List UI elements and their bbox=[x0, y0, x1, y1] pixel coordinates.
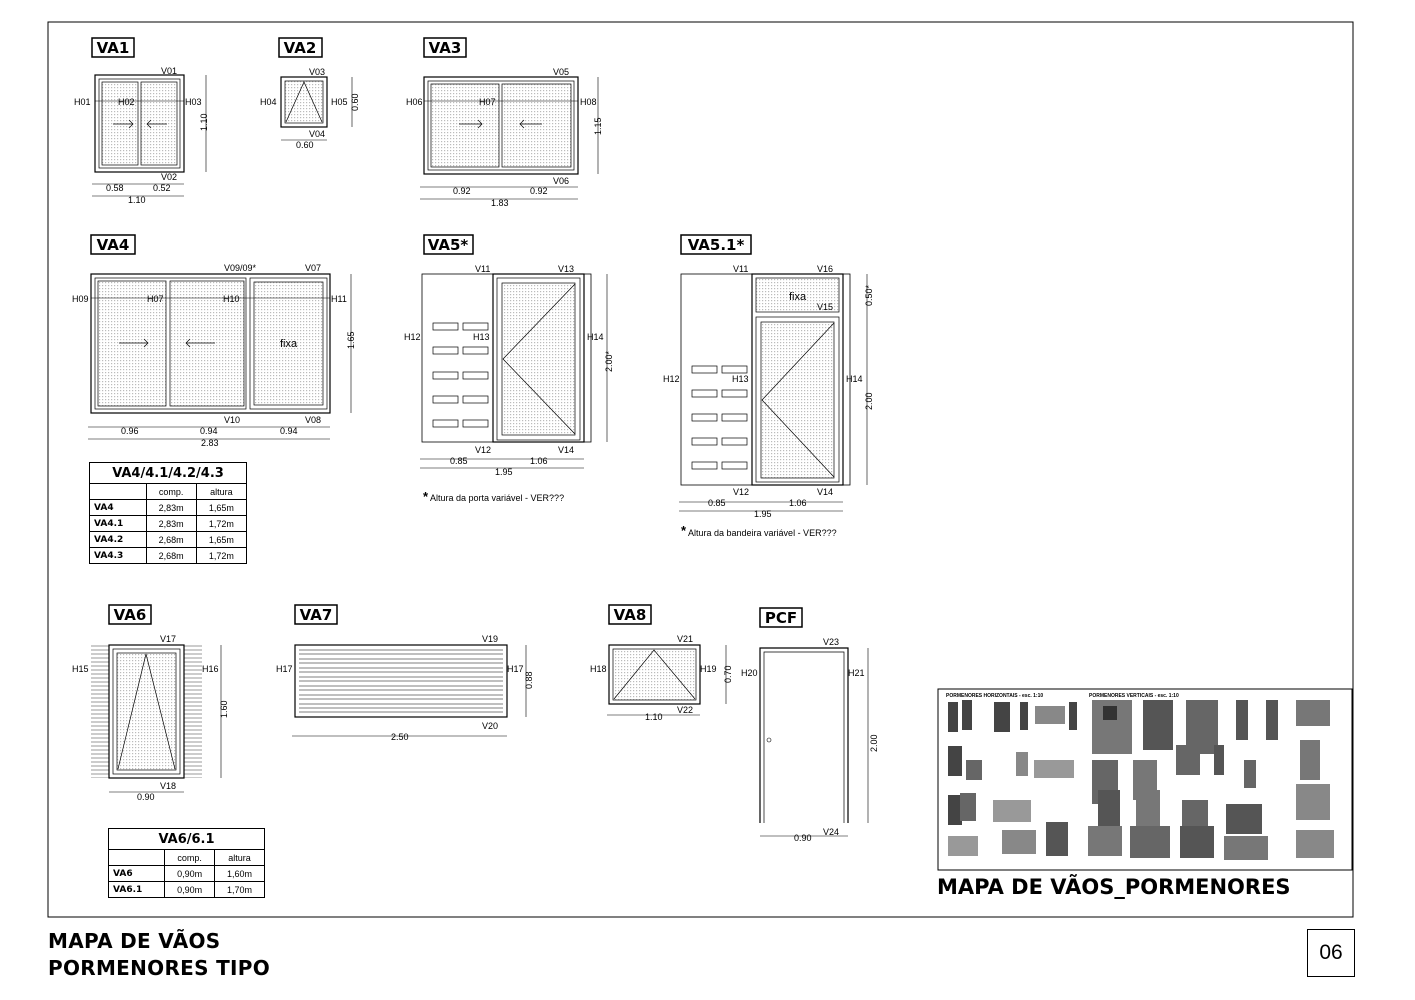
label-units-va1-labels-1: V02 bbox=[161, 172, 178, 182]
label-units-va51-labels-7: H14 bbox=[846, 374, 863, 384]
unit-va1 bbox=[74, 38, 209, 205]
label-table_va6-rows-0-name: VA6 bbox=[109, 866, 165, 882]
label-units-va51-labels-4: V14 bbox=[817, 487, 834, 497]
label-table_va6-headers-1: altura bbox=[215, 850, 265, 866]
label-units-va4-dims-0: 0.96 bbox=[121, 426, 139, 436]
label-units-va4-labels-4: H09 bbox=[72, 294, 89, 304]
pormenores-thumbnail bbox=[938, 689, 1352, 870]
label-sheet-thumbnail_header_v: PORMENORES VERTICAIS - esc. 1:10 bbox=[1089, 693, 1179, 699]
label-units-va6-labels-2: H15 bbox=[72, 664, 89, 674]
label-units-va4-fixed: fixa bbox=[280, 338, 298, 350]
label-units-va4-dims-2: 0.94 bbox=[280, 426, 298, 436]
label-units-va51-fixed: fixa bbox=[789, 291, 807, 303]
label-units-va7-labels-2: H17 bbox=[276, 664, 293, 674]
label-table_va4-rows-3-name: VA4.3 bbox=[90, 548, 147, 564]
label-units-va4-dims-3: 2.83 bbox=[201, 438, 219, 448]
sheet-title-line1: MAPA DE VÃOS bbox=[48, 929, 221, 953]
label-units-va1-labels-3: H02 bbox=[118, 97, 135, 107]
label-units-pcf-labels-1: V24 bbox=[823, 827, 840, 837]
va5-note: Altura da porta variável - VER??? bbox=[430, 493, 565, 503]
sheet-title-line2: PORMENORES TIPO bbox=[48, 956, 271, 980]
label-units-va5-dims-3: 2.00* bbox=[604, 350, 614, 372]
table-row bbox=[90, 548, 247, 564]
label-units-va4-labels-7: H11 bbox=[331, 294, 347, 304]
unit-va6 bbox=[72, 605, 229, 802]
label-table_va4-title: VA4/4.1/4.2/4.3 bbox=[90, 463, 247, 484]
label-table_va4-rows-1-altura: 1,72m bbox=[196, 516, 246, 532]
label-units-va8-title: VA8 bbox=[613, 606, 647, 624]
svg-text:*: * bbox=[423, 489, 429, 504]
label-units-va6-title: VA6 bbox=[113, 606, 147, 624]
label-table_va4-headers-1: altura bbox=[196, 484, 246, 500]
label-units-pcf-dims-0: 0.90 bbox=[794, 833, 812, 843]
label-units-va1-dims-3: 1.10 bbox=[199, 113, 209, 131]
label-units-va5-title: VA5* bbox=[427, 236, 469, 254]
label-units-va2-dims-1: 0.60 bbox=[350, 93, 360, 111]
label-units-va2-labels-1: V04 bbox=[309, 129, 326, 139]
table-row bbox=[90, 532, 247, 548]
unit-va2 bbox=[260, 38, 360, 150]
label-units-va5-labels-5: H13 bbox=[473, 332, 490, 342]
label-units-va5-labels-6: H14 bbox=[587, 332, 604, 342]
label-table_va4-rows-3-altura: 1,72m bbox=[196, 548, 246, 564]
label-units-va2-labels-3: H05 bbox=[331, 97, 348, 107]
label-units-va3-dims-2: 1.83 bbox=[491, 198, 509, 208]
label-units-pcf-labels-0: V23 bbox=[823, 637, 840, 647]
label-units-va1-dims-1: 0.52 bbox=[153, 183, 171, 193]
label-units-va5-dims-2: 1.95 bbox=[495, 467, 513, 477]
label-units-va8-labels-0: V21 bbox=[677, 634, 694, 644]
label-units-va5-labels-4: H12 bbox=[404, 332, 421, 342]
label-units-va8-labels-1: V22 bbox=[677, 705, 694, 715]
label-units-va2-title: VA2 bbox=[283, 39, 317, 57]
label-table_va4-rows-0-altura: 1,65m bbox=[196, 500, 246, 516]
label-units-va51-labels-2: V15 bbox=[817, 302, 834, 312]
label-table_va6-rows-1-comp: 0,90m bbox=[165, 882, 215, 898]
unit-va8 bbox=[590, 605, 733, 722]
label-units-va7-labels-0: V19 bbox=[482, 634, 499, 644]
label-table_va4-rows-2-altura: 1,65m bbox=[196, 532, 246, 548]
label-units-va5-dims-0: 0.85 bbox=[450, 456, 468, 466]
label-table_va6-rows-0-comp: 0,90m bbox=[165, 866, 215, 882]
label-units-va3-title: VA3 bbox=[428, 39, 462, 57]
unit-pcf bbox=[741, 608, 879, 843]
label-units-pcf-labels-2: H20 bbox=[741, 668, 758, 678]
label-units-va1-labels-2: H01 bbox=[74, 97, 91, 107]
label-units-va4-labels-6: H10 bbox=[223, 294, 240, 304]
unit-va5 bbox=[404, 235, 614, 477]
label-table_va4-rows-3-comp: 2,68m bbox=[146, 548, 196, 564]
label-units-va5-labels-0: V11 bbox=[475, 264, 491, 274]
label-units-va1-dims-2: 1.10 bbox=[128, 195, 146, 205]
label-units-va3-labels-2: H06 bbox=[406, 97, 423, 107]
label-table_va4-headers-0: comp. bbox=[146, 484, 196, 500]
label-units-va5-labels-3: V14 bbox=[558, 445, 575, 455]
table-row bbox=[109, 866, 265, 882]
label-units-va51-dims-4: 2.00 bbox=[864, 392, 874, 410]
label-units-va3-dims-0: 0.92 bbox=[453, 186, 471, 196]
label-units-va4-dims-1: 0.94 bbox=[200, 426, 218, 436]
unit-va3 bbox=[406, 38, 603, 208]
label-units-va4-labels-1: V07 bbox=[305, 263, 322, 273]
label-units-va5-labels-2: V12 bbox=[475, 445, 492, 455]
table-va4 bbox=[89, 462, 247, 564]
label-units-va1-labels-0: V01 bbox=[161, 66, 178, 76]
label-units-va3-labels-4: H08 bbox=[580, 97, 597, 107]
label-units-va7-labels-1: V20 bbox=[482, 721, 499, 731]
label-units-pcf-title: PCF bbox=[764, 609, 798, 627]
title: VA1 bbox=[96, 39, 130, 57]
label-units-va3-labels-0: V05 bbox=[553, 67, 570, 77]
unit-va51 bbox=[663, 235, 874, 519]
label-units-va2-labels-2: H04 bbox=[260, 97, 277, 107]
label-units-va4-labels-5: H07 bbox=[147, 294, 164, 304]
label-table_va6-rows-1-altura: 1,70m bbox=[215, 882, 265, 898]
label-units-va6-labels-1: V18 bbox=[160, 781, 177, 791]
label-units-va6-labels-0: V17 bbox=[160, 634, 177, 644]
label-units-va3-labels-3: H07 bbox=[479, 97, 496, 107]
label-units-va7-dims-1: 0.88 bbox=[524, 671, 534, 689]
label-table_va6-title: VA6/6.1 bbox=[109, 829, 265, 850]
label-table_va4-rows-2-name: VA4.2 bbox=[90, 532, 147, 548]
label-units-va8-dims-1: 0.70 bbox=[723, 665, 733, 683]
va51-note: Altura da bandeira variável - VER??? bbox=[688, 528, 837, 538]
page-number: 06 bbox=[1307, 929, 1355, 977]
label-units-va51-title: VA5.1* bbox=[687, 236, 745, 254]
label-units-va8-dims-0: 1.10 bbox=[645, 712, 663, 722]
label-table_va4-rows-1-name: VA4.1 bbox=[90, 516, 147, 532]
label-units-va51-labels-1: V16 bbox=[817, 264, 834, 274]
label-units-va4-labels-0: V09/09* bbox=[224, 263, 257, 273]
label-units-va51-labels-5: H12 bbox=[663, 374, 680, 384]
label-units-pcf-labels-3: H21 bbox=[848, 668, 865, 678]
table-row bbox=[109, 882, 265, 898]
label-units-va5-labels-1: V13 bbox=[558, 264, 575, 274]
table-row bbox=[90, 500, 247, 516]
label-units-va51-dims-0: 0.85 bbox=[708, 498, 726, 508]
thumbnail-title: MAPA DE VÃOS_PORMENORES bbox=[937, 875, 1291, 899]
label-units-va3-dims-3: 1.15 bbox=[593, 117, 603, 135]
label-units-va6-labels-3: H16 bbox=[202, 664, 219, 674]
label-units-va5-dims-1: 1.06 bbox=[530, 456, 548, 466]
label-units-va7-dims-0: 2.50 bbox=[391, 732, 409, 742]
label-sheet-thumbnail_header_h: PORMENORES HORIZONTAIS - esc. 1:10 bbox=[946, 693, 1044, 699]
label-units-va51-labels-6: H13 bbox=[732, 374, 749, 384]
label-table_va6-rows-1-name: VA6.1 bbox=[109, 882, 165, 898]
label-units-va1-labels-4: H03 bbox=[185, 97, 202, 107]
label-table_va4-rows-0-comp: 2,83m bbox=[146, 500, 196, 516]
label-table_va4-rows-1-comp: 2,83m bbox=[146, 516, 196, 532]
label-units-va51-labels-3: V12 bbox=[733, 487, 750, 497]
label-units-va51-labels-0: V11 bbox=[733, 264, 749, 274]
label-units-pcf-dims-1: 2.00 bbox=[869, 734, 879, 752]
table-row bbox=[90, 516, 247, 532]
label-units-va8-labels-3: H19 bbox=[700, 664, 717, 674]
label-units-va7-title: VA7 bbox=[299, 606, 333, 624]
svg-text:*: * bbox=[681, 523, 687, 538]
label-units-va8-labels-2: H18 bbox=[590, 664, 607, 674]
label-units-va51-dims-3: 0.50* bbox=[864, 284, 874, 306]
label-units-va6-dims-1: 1.60 bbox=[219, 700, 229, 718]
unit-va4 bbox=[72, 235, 356, 448]
label-table_va6-headers-0: comp. bbox=[165, 850, 215, 866]
label-units-va3-labels-1: V06 bbox=[553, 176, 570, 186]
label-units-va3-dims-1: 0.92 bbox=[530, 186, 548, 196]
label-units-va2-labels-0: V03 bbox=[309, 67, 326, 77]
label-units-va1-dims-0: 0.58 bbox=[106, 183, 124, 193]
label-units-va4-dims-4: 1.65 bbox=[346, 331, 356, 349]
table-va6 bbox=[108, 828, 265, 898]
label-units-va4-labels-3: V08 bbox=[305, 415, 322, 425]
label-table_va4-rows-2-comp: 2,68m bbox=[146, 532, 196, 548]
label-units-va51-dims-1: 1.06 bbox=[789, 498, 807, 508]
label-units-va4-labels-2: V10 bbox=[224, 415, 241, 425]
label-table_va4-rows-0-name: VA4 bbox=[90, 500, 147, 516]
label-units-va51-dims-2: 1.95 bbox=[754, 509, 772, 519]
label-units-va6-dims-0: 0.90 bbox=[137, 792, 155, 802]
unit-va7 bbox=[276, 605, 534, 742]
label-table_va6-rows-0-altura: 1,60m bbox=[215, 866, 265, 882]
label-units-va4-title: VA4 bbox=[96, 236, 130, 254]
label-units-va2-dims-0: 0.60 bbox=[296, 140, 314, 150]
label-units-va7-labels-3: H17 bbox=[507, 664, 524, 674]
